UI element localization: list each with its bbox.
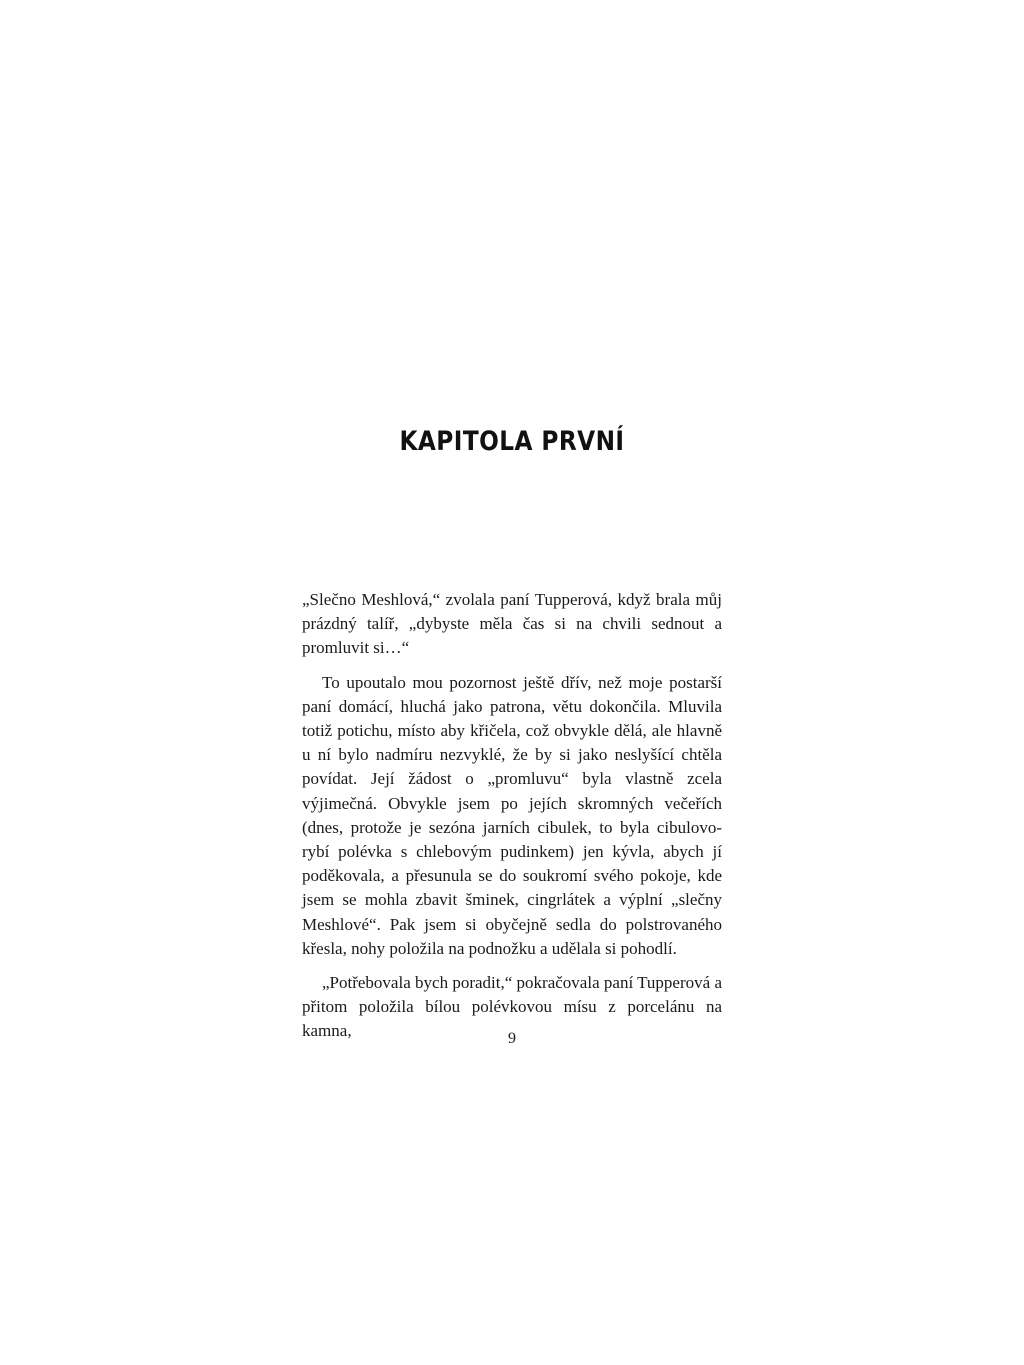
paragraph: To upoutalo mou pozornost ještě dřív, než moje postarší paní domácí, hluchá jako patrona, větu dokončila. Mluvila totiž potichu, místo aby křičela, což obvykle dělá, ale hlavně u ní bylo nadmíru nezvyklé, že by si jako neslyšící chtěla povídat. Její žádost o „promluvu“ byla vlastně zcela výjimečná. Obvykle jsem po jejích skromných večeřích (dnes, protože je sezóna jarních cibulek, to byla cibulovo-rybí polévka s chlebovým pudinkem) jen kývla, abych jí poděkovala, a přesunula se do soukromí svého pokoje, kde jsem se mohla zbavit šminek, cingrlátek a výplní „slečny Meshlové“. Pak jsem si obyčejně sedla do polstrovaného křesla, nohy položila na podnožku a udělala si pohodlí. <box>302 672 722 958</box>
chapter-title: KAPITOLA PRVNÍ <box>399 426 625 457</box>
paragraph: „Potřebovala bych poradit,“ pokračovala paní Tupperová a přitom položila bílou polévkovou mísu z porcelánu na kamna, <box>302 973 722 1041</box>
body-text <box>302 588 722 1054</box>
page-number: 9 <box>508 1030 516 1047</box>
paragraph: „Slečno Meshlová,“ zvolala paní Tupperová, když brala můj prázdný talíř, „dybyste měla čas si na chvili sednout a promluvit si…“ <box>302 590 722 658</box>
